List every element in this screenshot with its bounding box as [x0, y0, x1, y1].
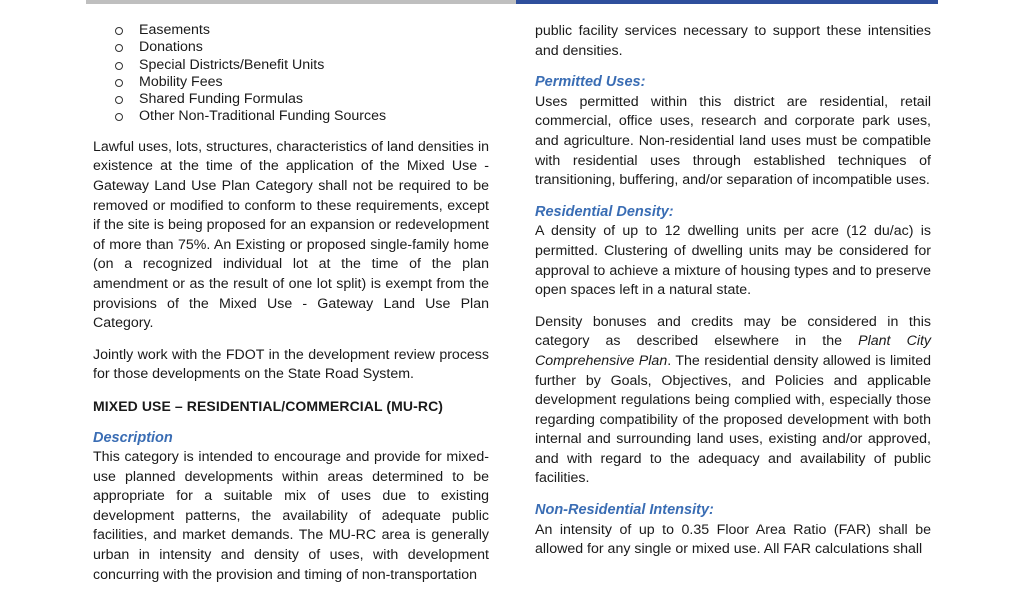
fdot-paragraph: Jointly work with the FDOT in the development review process for those developments on the State Road System.: [93, 346, 489, 383]
hollow-bullet-icon: [115, 62, 123, 70]
hollow-bullet-icon: [115, 113, 123, 121]
list-item-text: Mobility Fees: [139, 73, 223, 90]
permitted-uses-paragraph: Uses permitted within this district are residential, retail commercial, office uses, research and corporate park uses, and agriculture. Non-residential land uses must be compatible with residential uses through established techniques of transitioning, buffering, and/or separation of incompatible uses.: [535, 93, 931, 189]
section-heading: MIXED USE – RESIDENTIAL/COMMERCIAL (MU-RC): [93, 397, 444, 414]
hollow-bullet-icon: [115, 44, 123, 52]
left-column: [93, 22, 489, 585]
hollow-bullet-icon: [115, 79, 123, 87]
bonus-text-start: Density bonuses and credits may be considered in this category as described elsewhere in the: [535, 313, 931, 350]
list-item: [115, 74, 489, 91]
right-column: [535, 22, 931, 560]
list-item-text: Easements: [139, 22, 210, 38]
description-paragraph: This category is intended to encourage and provide for mixed-use planned developments within areas determined to be appropriate for a suitable mix of uses due to existing development patterns, the availability of adequate public facilities, and market demands. The MU-RC area is generally urban in intensity and density of uses, with development concurring with the provision and timing of non-transportation: [93, 449, 489, 583]
description-title: Description: [93, 429, 173, 446]
lawful-uses-paragraph: Lawful uses, lots, structures, characteristics of land densities in existence at the time of the application of the Mixed Use - Gateway Land Use Plan Category shall not be required to be removed or modified to conform to these requirements, except if the site is being proposed for an expansion or redevelopment of more than 75%. An Existing or proposed single-family home (on a recognized individual lot at the time of the plan amendment or as the result of one lot split) is exempt from the provisions of the Mixed Use - Gateway Land Use Plan Category.: [93, 138, 489, 332]
hollow-bullet-icon: [115, 96, 123, 104]
non-residential-intensity-title: Non-Residential Intensity:: [535, 502, 714, 519]
non-residential-intensity-paragraph: An intensity of up to 0.35 Floor Area Ratio (FAR) shall be allowed for any single or mixed use. All FAR calculations shall: [535, 521, 931, 558]
residential-density-paragraph: A density of up to 12 dwelling units per acre (12 du/ac) is permitted. Clustering of dwelling units may be considered for approval to achieve a mixture of housing types and to preserve open spaces left in a natural state.: [535, 223, 931, 299]
continued-paragraph: public facility services necessary to support these intensities and densities.: [535, 23, 931, 59]
permitted-uses-title: Permitted Uses:: [535, 74, 646, 91]
hollow-bullet-icon: [115, 27, 123, 35]
list-item: [115, 108, 489, 125]
list-item-text: Other Non-Traditional Funding Sources: [139, 108, 387, 125]
header-rule-gray: [86, 0, 516, 4]
plan-title-italic: Plant City Comprehensive Plan: [535, 333, 932, 369]
list-item-text: Shared Funding Formulas: [139, 91, 304, 108]
funding-sources-list: [93, 22, 489, 126]
list-item: [115, 57, 489, 74]
list-item: [115, 91, 489, 108]
residential-density-title: Residential Density:: [535, 203, 674, 220]
list-item: [115, 39, 489, 56]
list-item-text: Donations: [139, 39, 203, 56]
header-rule-blue: [516, 0, 938, 4]
density-bonus-paragraph: [535, 313, 931, 489]
list-item-text: Special Districts/Benefit Units: [139, 56, 325, 73]
list-item: [115, 22, 489, 39]
bonus-text-end: . The residential density allowed is limited further by Goals, Objectives, and Policies and applicable development regulations being complied with, especially those regarding compatibility of the proposed development with both internal and surrounding land uses, existing and/or approved, and with regard to the adequacy and availability of public facilities.: [535, 352, 931, 487]
